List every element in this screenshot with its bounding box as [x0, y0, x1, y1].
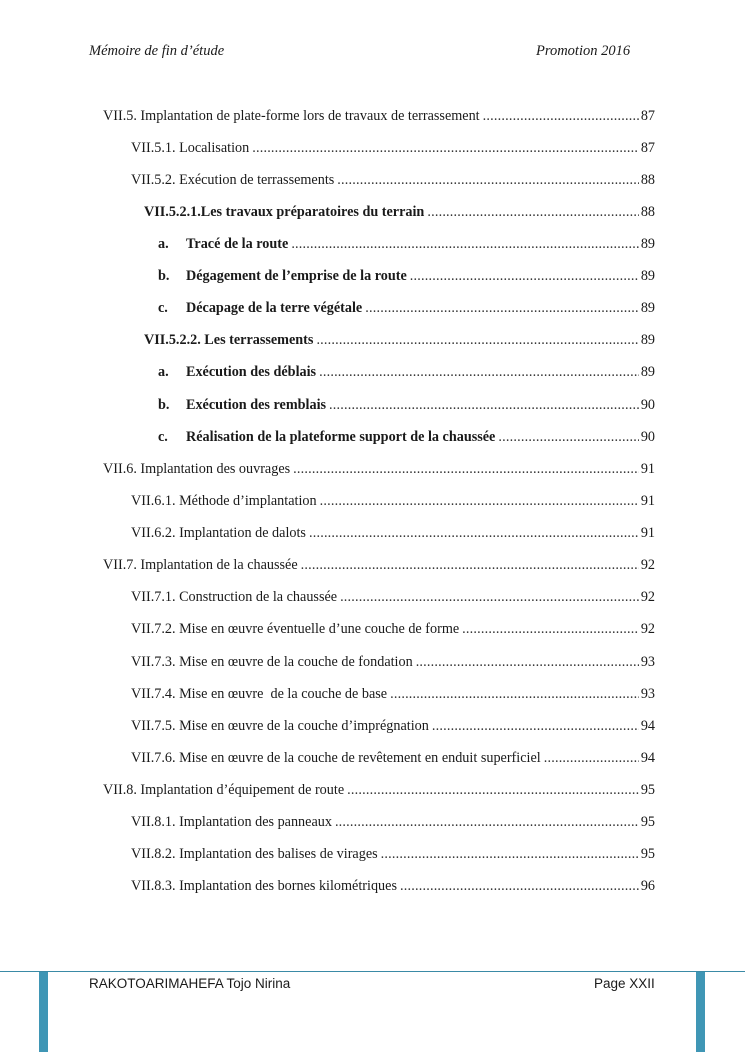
toc-leader-dots — [252, 138, 639, 158]
footer-right-bar — [696, 972, 705, 1052]
toc-entry[interactable] — [158, 362, 655, 382]
toc-entry[interactable] — [158, 234, 655, 254]
toc-entry-marker: b. — [158, 397, 170, 413]
toc-entry-title: Réalisation de la plateforme support de la chaussée — [186, 429, 496, 445]
toc-entry-page: 93 — [640, 654, 655, 670]
toc-leader-dots — [340, 587, 639, 607]
toc-entry[interactable] — [131, 748, 655, 768]
toc-entry[interactable] — [144, 330, 655, 350]
toc-entry-page: 91 — [640, 525, 655, 541]
toc-entry-marker: b. — [158, 268, 170, 284]
toc-entry-title: VII.6.1. Méthode d’implantation — [131, 493, 317, 509]
toc-entry[interactable] — [103, 106, 655, 126]
toc-entry-title: VII.7.6. Mise en œuvre de la couche de revêtement en enduit superficiel — [131, 750, 541, 766]
toc-entry-title: Tracé de la route — [186, 236, 289, 252]
toc-leader-dots — [301, 555, 639, 575]
toc-entry-title: VII.7. Implantation de la chaussée — [103, 557, 298, 573]
toc-entry[interactable] — [131, 138, 655, 158]
toc-leader-dots — [337, 170, 639, 190]
toc-entry-page: 92 — [640, 589, 655, 605]
toc-entry-title: VII.5.1. Localisation — [131, 140, 250, 156]
toc-leader-dots — [291, 234, 639, 254]
toc-entry-title: VII.5.2. Exécution de terrassements — [131, 172, 335, 188]
toc-entry[interactable] — [144, 202, 655, 222]
toc-entry-page: 89 — [640, 364, 655, 380]
toc-leader-dots — [498, 427, 638, 447]
toc-leader-dots — [309, 523, 639, 543]
toc-leader-dots — [293, 459, 639, 479]
toc-entry-title: VII.7.2. Mise en œuvre éventuelle d’une couche de forme — [131, 621, 460, 637]
toc-entry-page: 89 — [640, 300, 655, 316]
toc-leader-dots — [416, 652, 639, 672]
toc-entry-title: VII.7.3. Mise en œuvre de la couche de fondation — [131, 654, 413, 670]
toc-entry-marker: c. — [158, 429, 168, 445]
toc-entry[interactable] — [103, 555, 655, 575]
toc-entry-title: VII.8. Implantation d’équipement de route — [103, 782, 345, 798]
toc-entry-page: 95 — [640, 846, 655, 862]
toc-entry-page: 91 — [640, 493, 655, 509]
toc-entry-page: 95 — [640, 782, 655, 798]
footer-page-number: Page XXII — [594, 976, 655, 991]
toc-entry[interactable] — [131, 619, 655, 639]
toc-entry-page: 88 — [640, 172, 655, 188]
header-title: Mémoire de fin d’étude — [89, 43, 225, 59]
toc-entry[interactable] — [131, 876, 655, 896]
toc-leader-dots — [316, 330, 638, 350]
toc-entry[interactable] — [131, 652, 655, 672]
toc-entry-title: Exécution des remblais — [186, 397, 327, 413]
toc-entry-page: 90 — [640, 397, 655, 413]
toc-entry-title: VII.7.5. Mise en œuvre de la couche d’imprégnation — [131, 718, 429, 734]
toc-leader-dots — [329, 395, 639, 415]
toc-leader-dots — [410, 266, 639, 286]
toc-entry-page: 87 — [640, 140, 655, 156]
toc-entry-page: 92 — [640, 557, 655, 573]
toc-entry[interactable] — [158, 395, 655, 415]
toc-entry[interactable] — [131, 716, 655, 736]
toc-entry-title: VII.7.4. Mise en œuvre de la couche de base — [131, 686, 388, 702]
toc-entry-title: VII.6. Implantation des ouvrages — [103, 461, 291, 477]
toc-entry-title: VII.5.2.2. Les terrassements — [144, 332, 314, 348]
toc-entry-title: VII.5.2.1.Les travaux préparatoires du terrain — [144, 204, 425, 220]
toc-leader-dots — [390, 684, 639, 704]
toc-entry-page: 88 — [640, 204, 655, 220]
toc-entry-title: VII.7.1. Construction de la chaussée — [131, 589, 338, 605]
toc-leader-dots — [432, 716, 639, 736]
toc-entry-page: 90 — [640, 429, 655, 445]
toc-entry-page: 93 — [640, 686, 655, 702]
toc-entry[interactable] — [158, 266, 655, 286]
toc-leader-dots — [347, 780, 639, 800]
toc-entry-page: 89 — [640, 332, 655, 348]
toc-entry-marker: a. — [158, 364, 169, 380]
toc-entry[interactable] — [158, 298, 655, 318]
toc-entry[interactable] — [131, 491, 655, 511]
toc-entry[interactable] — [103, 780, 655, 800]
toc-entry-page: 92 — [640, 621, 655, 637]
toc-entry[interactable] — [158, 427, 655, 447]
toc-leader-dots — [427, 202, 638, 222]
header-promotion: Promotion 2016 — [536, 43, 631, 59]
toc-entry-marker: c. — [158, 300, 168, 316]
toc-leader-dots — [544, 748, 639, 768]
toc-entry-title: Dégagement de l’emprise de la route — [186, 268, 407, 284]
toc-entry-title: Décapage de la terre végétale — [186, 300, 363, 316]
toc-leader-dots — [400, 876, 639, 896]
toc-entry-title: VII.8.1. Implantation des panneaux — [131, 814, 332, 830]
toc-entry[interactable] — [131, 523, 655, 543]
toc-leader-dots — [462, 619, 639, 639]
toc-leader-dots — [365, 298, 639, 318]
toc-entry-page: 87 — [640, 108, 655, 124]
toc-entry-title: VII.6.2. Implantation de dalots — [131, 525, 306, 541]
toc-entry-page: 89 — [640, 236, 655, 252]
toc-leader-dots — [320, 491, 639, 511]
toc-entry[interactable] — [131, 684, 655, 704]
toc-leader-dots — [335, 812, 639, 832]
toc-entry-page: 89 — [640, 268, 655, 284]
footer-left-bar — [39, 972, 48, 1052]
toc-entry[interactable] — [131, 170, 655, 190]
footer-author: RAKOTOARIMAHEFA Tojo Nirina — [89, 976, 291, 991]
toc-entry-page: 94 — [640, 750, 655, 766]
toc-entry[interactable] — [131, 812, 655, 832]
toc-entry[interactable] — [103, 459, 655, 479]
toc-entry-title: VII.8.2. Implantation des balises de virages — [131, 846, 378, 862]
toc-entry-page: 95 — [640, 814, 655, 830]
footer-divider — [0, 971, 745, 972]
toc-entry[interactable] — [131, 587, 655, 607]
toc-leader-dots — [381, 844, 639, 864]
toc-entry-page: 94 — [640, 718, 655, 734]
toc-leader-dots — [483, 106, 639, 126]
toc-entry-title: Exécution des déblais — [186, 364, 317, 380]
toc-entry-page: 96 — [640, 878, 655, 894]
toc-entry-page: 91 — [640, 461, 655, 477]
toc-entry-title: VII.5. Implantation de plate-forme lors de travaux de terrassement — [103, 108, 480, 124]
toc-entry-title: VII.8.3. Implantation des bornes kilométriques — [131, 878, 397, 894]
toc-entry-marker: a. — [158, 236, 169, 252]
toc-leader-dots — [319, 362, 639, 382]
toc-entry[interactable] — [131, 844, 655, 864]
